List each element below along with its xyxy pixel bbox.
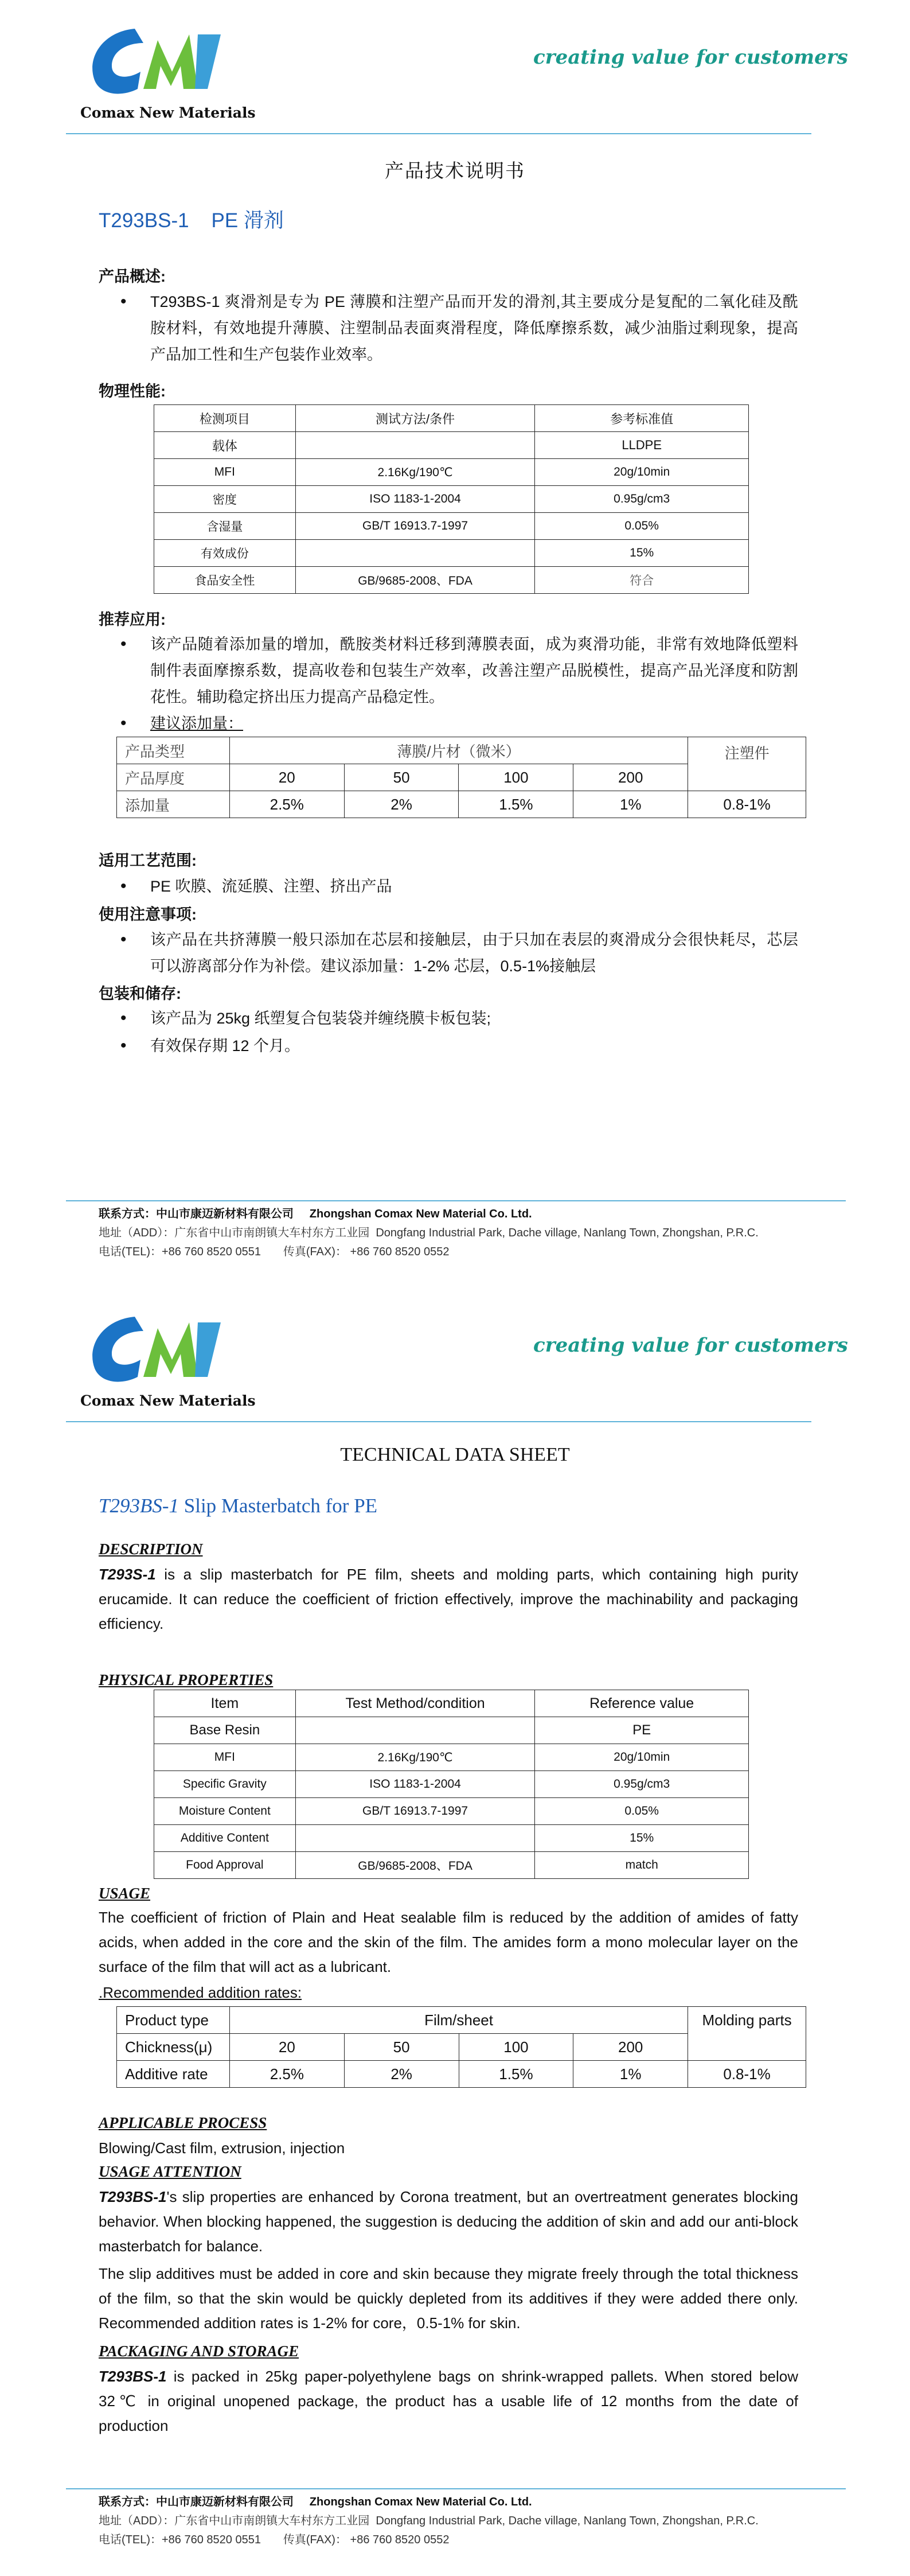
table-cell: 产品类型 <box>117 737 230 764</box>
table-cell: GB/T 16913.7-1997 <box>295 1798 535 1825</box>
table-row <box>117 791 806 818</box>
table-cell: 产品厚度 <box>117 764 230 791</box>
table-header-row <box>154 405 749 432</box>
doc-title: TECHNICAL DATA SHEET <box>340 1444 570 1465</box>
page-english <box>0 1288 910 2576</box>
process-text: Blowing/Cast film, extrusion, injection <box>99 2139 345 2157</box>
contact-label: 联系方式：中山市康迈新材料有限公司 <box>99 1208 294 1220</box>
table-cell <box>295 1825 535 1852</box>
table-cell: 食品安全性 <box>154 567 296 594</box>
table-row <box>154 1825 749 1852</box>
packing-heading: 包装和储存: <box>99 985 181 1002</box>
product-title <box>99 1495 377 1517</box>
table-cell: 注塑件 <box>688 737 806 791</box>
table-cell: 20 <box>229 2034 344 2061</box>
table-header: Test Method/condition <box>295 1690 535 1717</box>
description-heading: DESCRIPTION <box>99 1540 203 1558</box>
packaging-body: is packed in 25kg paper-polyethylene bags on shrink-wrapped pallets. When stored below 32℃ in original unopened package, the product has a usable life of 12 months from the date of production <box>99 2368 798 2434</box>
company-logo-text: Comax New Materials <box>80 1392 256 1409</box>
doc-title: 产品技术说明书 <box>385 160 525 181</box>
table-cell: GB/9685-2008、FDA <box>295 567 535 594</box>
physical-heading: PHYSICAL PROPERTIES <box>99 1671 274 1688</box>
product-title <box>99 205 284 234</box>
slogan: creating value for customers <box>533 1334 848 1357</box>
table-cell: 20g/10min <box>535 1744 749 1771</box>
description-text <box>99 1562 798 1636</box>
table-cell: 载体 <box>154 432 296 459</box>
table-cell: Film/sheet <box>229 2007 688 2034</box>
table-cell: 2.5% <box>229 2061 344 2088</box>
table-row <box>154 459 749 486</box>
packaging-text <box>99 2364 798 2438</box>
product-name: PE 滑剂 <box>211 209 284 232</box>
table-cell: 0.95g/cm3 <box>535 1771 749 1798</box>
table-cell: Specific Gravity <box>154 1771 296 1798</box>
usage-text: The coefficient of friction of Plain and Heat sealable film is reduced by the addition of amides of fatty acids, when added in the core and the skin of the film. The amides form a mono molecular layer on the surface of the film that will act as a lubricant. <box>99 1909 798 1975</box>
table-cell: Additive Content <box>154 1825 296 1852</box>
table-cell: match <box>535 1852 749 1879</box>
table-row <box>154 1717 749 1744</box>
table-row <box>154 1798 749 1825</box>
product-name: Slip Masterbatch for PE <box>179 1495 378 1517</box>
table-header: Item <box>154 1690 296 1717</box>
table-row <box>117 737 806 764</box>
table-row <box>154 432 749 459</box>
table-cell: 0.95g/cm3 <box>535 486 749 513</box>
table-row <box>117 2061 806 2088</box>
table-row <box>154 567 749 594</box>
application-heading: 推荐应用: <box>99 611 166 628</box>
attention-text-1 <box>99 2185 798 2259</box>
overview-text: • T293BS-1 爽滑剂是专为 PE 薄膜和注塑产品而开发的滑剂,其主要成分是复配的二氧化硅及酰胺材料，有效地提升薄膜、注塑制品表面爽滑程度，降低摩擦系数，减少油脂过剩现象，提高产品加工性和生产包装作业效率。 <box>150 289 798 368</box>
packing-text-2: • 有效保存期 12 个月。 <box>150 1033 798 1059</box>
address-cn: 地址（ADD）：广东省中山市南朗镇大车村东方工业园 <box>99 1227 370 1239</box>
table-cell <box>295 540 535 567</box>
addition-label: • 建议添加量： <box>150 710 243 737</box>
table-cell: 1% <box>573 791 688 818</box>
table-cell: Additive rate <box>117 2061 230 2088</box>
table-cell: 50 <box>344 764 459 791</box>
table-cell: 100 <box>459 2034 573 2061</box>
tel: 电话(TEL)：+86 760 8520 0551 <box>99 1246 261 1258</box>
table-cell: 0.8-1% <box>688 2061 806 2088</box>
packing-text-1: • 该产品为 25kg 纸塑复合包装袋并缠绕膜卡板包装; <box>150 1005 798 1032</box>
address-cn: 地址（ADD）：广东省中山市南朗镇大车村东方工业园 <box>99 2515 370 2527</box>
table-cell: ISO 1183-1-2004 <box>295 1771 535 1798</box>
table-cell: 符合 <box>535 567 749 594</box>
table-cell: 1.5% <box>459 2061 573 2088</box>
physical-table <box>154 1690 749 1879</box>
packaging-heading: PACKAGING AND STORAGE <box>99 2342 299 2360</box>
table-cell: 50 <box>344 2034 459 2061</box>
table-cell: 0.8-1% <box>688 791 806 818</box>
company-en: Zhongshan Comax New Material Co. Ltd. <box>309 2496 532 2508</box>
table-header: 参考标准值 <box>535 405 749 432</box>
overview-heading: 产品概述: <box>99 268 166 285</box>
address-en: Dongfang Industrial Park, Dache village, Nanlang Town, Zhongshan, P.R.C. <box>376 1227 759 1239</box>
slogan: creating value for customers <box>533 46 848 69</box>
physical-table <box>154 404 749 594</box>
table-cell: 添加量 <box>117 791 230 818</box>
process-text: • PE 吹膜、流延膜、注塑、挤出产品 <box>150 873 798 900</box>
table-cell: GB/9685-2008、FDA <box>295 1852 535 1879</box>
table-row <box>154 1771 749 1798</box>
application-text: • 该产品随着添加量的增加，酰胺类材料迁移到薄膜表面，成为爽滑功能，非常有效地降低塑料制件表面摩擦系数，提高收卷和包装生产效率，改善注塑产品脱模性，提高产品光泽度和防割花性。辅助稳定挤出压力提高产品稳定性。 <box>150 631 798 710</box>
addition-table <box>116 2006 806 2088</box>
product-code: T293BS-1 <box>99 209 189 232</box>
physical-heading: 物理性能: <box>99 383 166 400</box>
footer <box>99 1205 759 1262</box>
table-cell: 1% <box>573 2061 688 2088</box>
table-cell: 2.16Kg/190℃ <box>295 1744 535 1771</box>
usage-heading: USAGE <box>99 1885 151 1902</box>
table-cell: Base Resin <box>154 1717 296 1744</box>
table-cell: 200 <box>573 764 688 791</box>
table-cell: Moisture Content <box>154 1798 296 1825</box>
table-cell: 200 <box>573 2034 688 2061</box>
table-cell: 0.05% <box>535 513 749 540</box>
tel: 电话(TEL)：+86 760 8520 0551 <box>99 2534 261 2546</box>
process-heading: APPLICABLE PROCESS <box>99 2114 267 2131</box>
table-cell: 2% <box>344 791 459 818</box>
table-cell: ISO 1183-1-2004 <box>295 486 535 513</box>
table-row <box>154 513 749 540</box>
notes-heading: 使用注意事项: <box>99 906 197 923</box>
table-cell: Food Approval <box>154 1852 296 1879</box>
table-cell: GB/T 16913.7-1997 <box>295 513 535 540</box>
notes-text: • 该产品在共挤薄膜一般只添加在芯层和接触层，由于只加在表层的爽滑成分会很快耗尽，芯层可以游离部分作为补偿。建议添加量：1-2% 芯层，0.5-1%接触层 <box>150 927 798 979</box>
description-body: is a slip masterbatch for PE film, sheets and molding parts, which containing high purity erucamide. It can reduce the coefficient of friction effectively, improve the machinability and packaging efficiency. <box>99 1566 798 1632</box>
table-header: Reference value <box>535 1690 749 1717</box>
packaging-code: T293BS-1 <box>99 2368 167 2385</box>
table-row <box>154 1744 749 1771</box>
table-cell: 20g/10min <box>535 459 749 486</box>
header-rule <box>66 133 811 134</box>
table-cell: 有效成份 <box>154 540 296 567</box>
address-en: Dongfang Industrial Park, Dache village, Nanlang Town, Zhongshan, P.R.C. <box>376 2515 759 2527</box>
table-cell: 2.16Kg/190℃ <box>295 459 535 486</box>
table-cell: Molding parts <box>688 2007 806 2061</box>
addition-table <box>116 737 806 818</box>
table-cell: MFI <box>154 459 296 486</box>
table-cell: 100 <box>459 764 573 791</box>
table-cell: Chickness(μ) <box>117 2034 230 2061</box>
table-cell <box>295 1717 535 1744</box>
header-rule <box>66 1421 811 1422</box>
contact-label: 联系方式：中山市康迈新材料有限公司 <box>99 2496 294 2508</box>
fax: 传真(FAX)： +86 760 8520 0552 <box>283 2534 450 2546</box>
table-row <box>154 1852 749 1879</box>
table-cell: 2% <box>344 2061 459 2088</box>
table-row <box>117 2007 806 2034</box>
description-code: T293S-1 <box>99 1566 156 1583</box>
table-cell: 1.5% <box>459 791 573 818</box>
table-cell: PE <box>535 1717 749 1744</box>
table-header: 测试方法/条件 <box>295 405 535 432</box>
attention-body: 's slip properties are enhanced by Corona treatment, but an overtreatment generates blocking behavior. When blocking happened, the suggestion is deducing the addition of skin and add our anti-block masterbatch for balance. <box>99 2188 798 2255</box>
table-cell: 15% <box>535 540 749 567</box>
addition-label: .Recommended addition rates: <box>99 1984 302 2001</box>
table-cell: MFI <box>154 1744 296 1771</box>
table-cell: 0.05% <box>535 1798 749 1825</box>
table-row <box>154 540 749 567</box>
footer <box>99 2493 759 2550</box>
fax: 传真(FAX)： +86 760 8520 0552 <box>283 1246 450 1258</box>
table-cell: LLDPE <box>535 432 749 459</box>
table-cell: 薄膜/片材（微米） <box>229 737 688 764</box>
attention-heading: USAGE ATTENTION <box>99 2163 241 2180</box>
table-cell: 含湿量 <box>154 513 296 540</box>
table-header-row <box>154 1690 749 1717</box>
company-en: Zhongshan Comax New Material Co. Ltd. <box>309 1208 532 1220</box>
table-cell: 15% <box>535 1825 749 1852</box>
table-cell: 20 <box>229 764 344 791</box>
product-code: T293BS-1 <box>99 1495 179 1517</box>
process-heading: 适用工艺范围: <box>99 852 197 869</box>
table-cell: 密度 <box>154 486 296 513</box>
table-row <box>154 486 749 513</box>
footer-rule <box>66 2488 846 2489</box>
table-cell <box>295 432 535 459</box>
company-logo-text: Comax New Materials <box>80 104 256 121</box>
table-cell: Product type <box>117 2007 230 2034</box>
attention-text-2: The slip additives must be added in core and skin because they migrate freely through the total thickness of the film, so that the skin would be quickly depleted from its additives if they were added there only. Recommended addition rates is 1-2% for core，0.5-1% for skin. <box>99 2265 798 2332</box>
table-header: 检测项目 <box>154 405 296 432</box>
table-cell: 2.5% <box>229 791 344 818</box>
footer-rule <box>66 1200 846 1201</box>
attention-code: T293BS-1 <box>99 2188 167 2205</box>
